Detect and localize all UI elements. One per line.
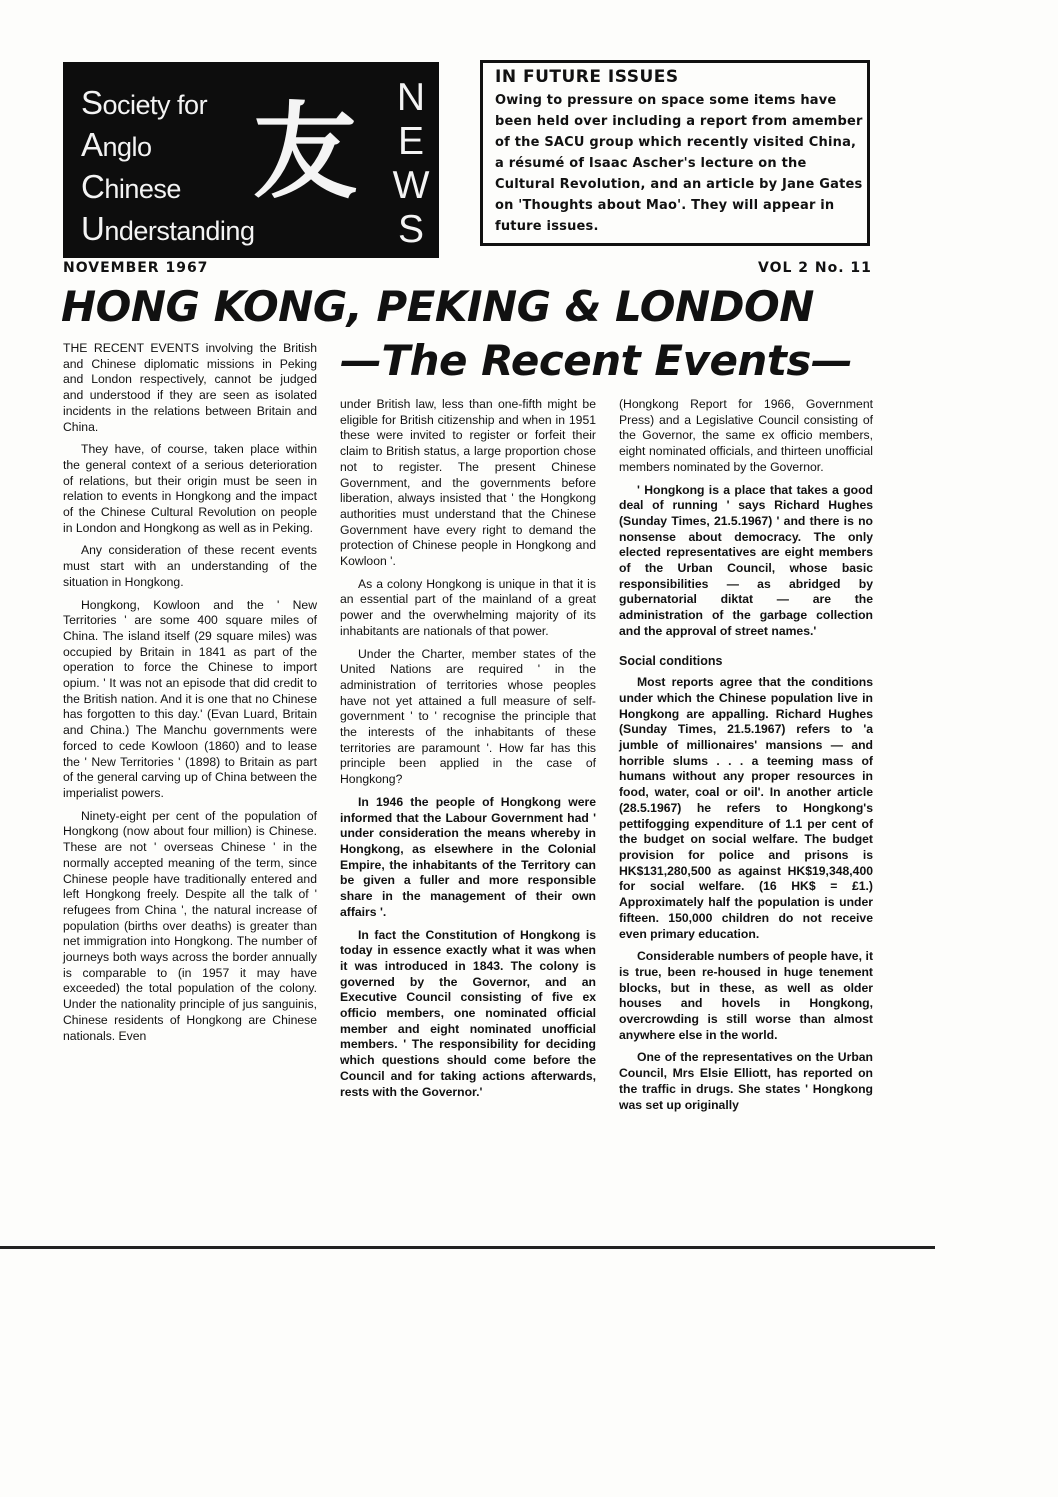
news-letters <box>391 76 431 252</box>
news-letter: W <box>392 164 430 207</box>
paragraph: In 1946 the people of Hongkong were informed that the Labour Government had ' under consideration the means whereby in Hongkong, as elsewhere in the Colonial Empire, the inhabitants of the Territory can be given a fuller and more responsible share in the management of their own affairs '. <box>340 794 596 919</box>
future-issues-text: Owing to pressure on space some items have been held over including a report from amember of the SACU group which recently visited China, a résumé of Isaac Ascher's lecture on the Cultural Revolution, and an article by Jane Gates on 'Thoughts about Mao'. They will appear in future issues. <box>495 93 863 234</box>
masthead-line: Anglo <box>81 126 152 163</box>
paragraph: THE RECENT EVENTS involving the British and Chinese diplomatic missions in Peking and London respectively, cannot be judged and understood if they are seen as isolated incidents in the relations between Britain and China. <box>63 341 317 434</box>
paragraph: (Hongkong Report for 1966, Government Press) and a Legislative Council consisting of the Governor, the same ex officio members, eight nominated officials, and thirteen unofficial members nominated by the Governor. <box>619 397 873 474</box>
friendship-character: 友 <box>253 90 358 213</box>
article-column-3 <box>619 397 873 1120</box>
future-issues-box <box>480 60 870 246</box>
paragraph: One of the representatives on the Urban Council, Mrs Elsie Elliott, has reported on the traffic in drugs. She states ' Hongkong was set up originally <box>619 1050 873 1112</box>
paragraph: Ninety-eight per cent of the population of Hongkong (now about four million) is Chinese. These are not ' overseas Chinese ' in the normally accepted meaning of the term, since Chinese people have traditionally entered and left Hongkong freely. Despite all the talk of ' refugees from China ', the natural increase of population (births over deaths) is greater than net immigration into Hongkong. The number of journeys both ways across the border annually is comparable to (in 1957 it may have exceeded) the total population of the colony. Under the nationality principle of jus sanguinis, Chinese residents of Hongkong are Chinese nationals. Even <box>63 808 317 1043</box>
paragraph: under British law, less than one-fifth might be eligible for British citizenship and when in 1951 these were invited to register or forfeit their claim to British status, a large proportion chose not to register. The present Chinese Government, and the governments before liberation, always insisted that ' the Hongkong authorities must understand that the Chinese Government have every right to demand the protection of Chinese people in Hongkong and Kowloon '. <box>340 397 596 569</box>
headline: HONG KONG, PEKING & LONDON <box>61 282 814 331</box>
paragraph: Hongkong, Kowloon and the ' New Territories ' are some 400 square miles of China. The island itself (29 square miles) was occupied by Britain in 1841 as part of the operation to force the Chinese to import opium. ' It was not an episode that did credit to the British nation. And it is one that no Chinese has forgotten to this day.' (Evan Luard, Britain and China.) The Manchu governments were forced to cede Kowloon (1860) and to lease the ' New Territories ' (1898) to Britain as part of the general carving up of China between the imperialist powers. <box>63 597 317 800</box>
issue-date: NOVEMBER 1967 <box>63 260 209 276</box>
news-letter: E <box>397 120 424 163</box>
masthead <box>63 62 439 258</box>
paragraph: Most reports agree that the conditions under which the Chinese population live in Hongkong are appalling. Richard Hughes (Sunday Times, 21.5.1967) refers to 'a jumble of millionaires' mansions — and horrible slums . . . a teeming mass of humans without any proper resources in food, water, coal or oil'. In another article (28.5.1967) he refers to Hongkong's pettifogging expenditure of 1.1 per cent of the budget on social welfare. The budget provision for police and prisons is HK$131,280,500 as against HK$19,348,400 for social welfare. (16 HK$ = £1.) Approximately half the population is under fifteen. 150,000 children do not receive even primary education. <box>619 675 873 941</box>
paragraph: Any consideration of these recent events must start with an understanding of the situation in Hongkong. <box>63 543 317 589</box>
masthead-line: Understanding <box>81 210 255 247</box>
article-column-2 <box>340 397 596 1107</box>
subheadline: —The Recent Events— <box>340 336 853 385</box>
masthead-line: Chinese <box>81 168 181 205</box>
paragraph: ' Hongkong is a place that takes a good deal of running ' says Richard Hughes (Sunday Times, 21.5.1967) ' and there is no nonsense about democracy. The only elected representatives are eight members of the Urban Council, whose basic responsibilities — as abridged by gubernatorial diktat — are the administration of the garbage collection and the approval of street names.' <box>619 482 873 638</box>
future-issues-title: IN FUTURE ISSUES <box>495 67 679 87</box>
news-letter: S <box>397 208 424 251</box>
section-heading: Social conditions <box>619 653 723 668</box>
paragraph: Under the Charter, member states of the United Nations are required ' in the administration of territories whose peoples have not yet attained a full measure of self-government ' to ' recognise the principle that the interests of the inhabitants of these territories are paramount '. How far has this principle been applied in the case of Hongkong? <box>340 646 596 787</box>
issue-volume: VOL 2 No. 11 <box>758 260 872 276</box>
masthead-line: Society for <box>81 84 208 121</box>
paragraph: As a colony Hongkong is unique in that it is an essential part of the mainland of a great power and the overwhelming majority of its inhabitants are nationals of that power. <box>340 576 596 638</box>
paragraph: In fact the Constitution of Hongkong is today in essence exactly what it was when it was introduced in 1843. The colony is governed by the Governor, and an Executive Council consisting of five ex officio members, one nominated official member and eight nominated unofficial members. ' The responsibility for deciding which questions should come before the Council and for taking actions afterwards, rests with the Governor.' <box>340 927 596 1099</box>
paragraph: Considerable numbers of people have, it is true, been re-housed in huge tenement blocks, but in these, as well as older houses and hovels in Hongkong, overcrowding is still worse than almost anywhere else in the world. <box>619 949 873 1042</box>
paragraph: They have, of course, taken place within the general context of a serious deterioration of relations, but their origin must be seen in relation to events in Hongkong and the impact of the Chinese Cultural Revolution on people in London and Hongkong as well as in Peking. <box>63 442 317 535</box>
article-column-1 <box>63 341 317 1051</box>
bottom-rule <box>0 1246 935 1249</box>
news-letter: N <box>396 76 426 119</box>
